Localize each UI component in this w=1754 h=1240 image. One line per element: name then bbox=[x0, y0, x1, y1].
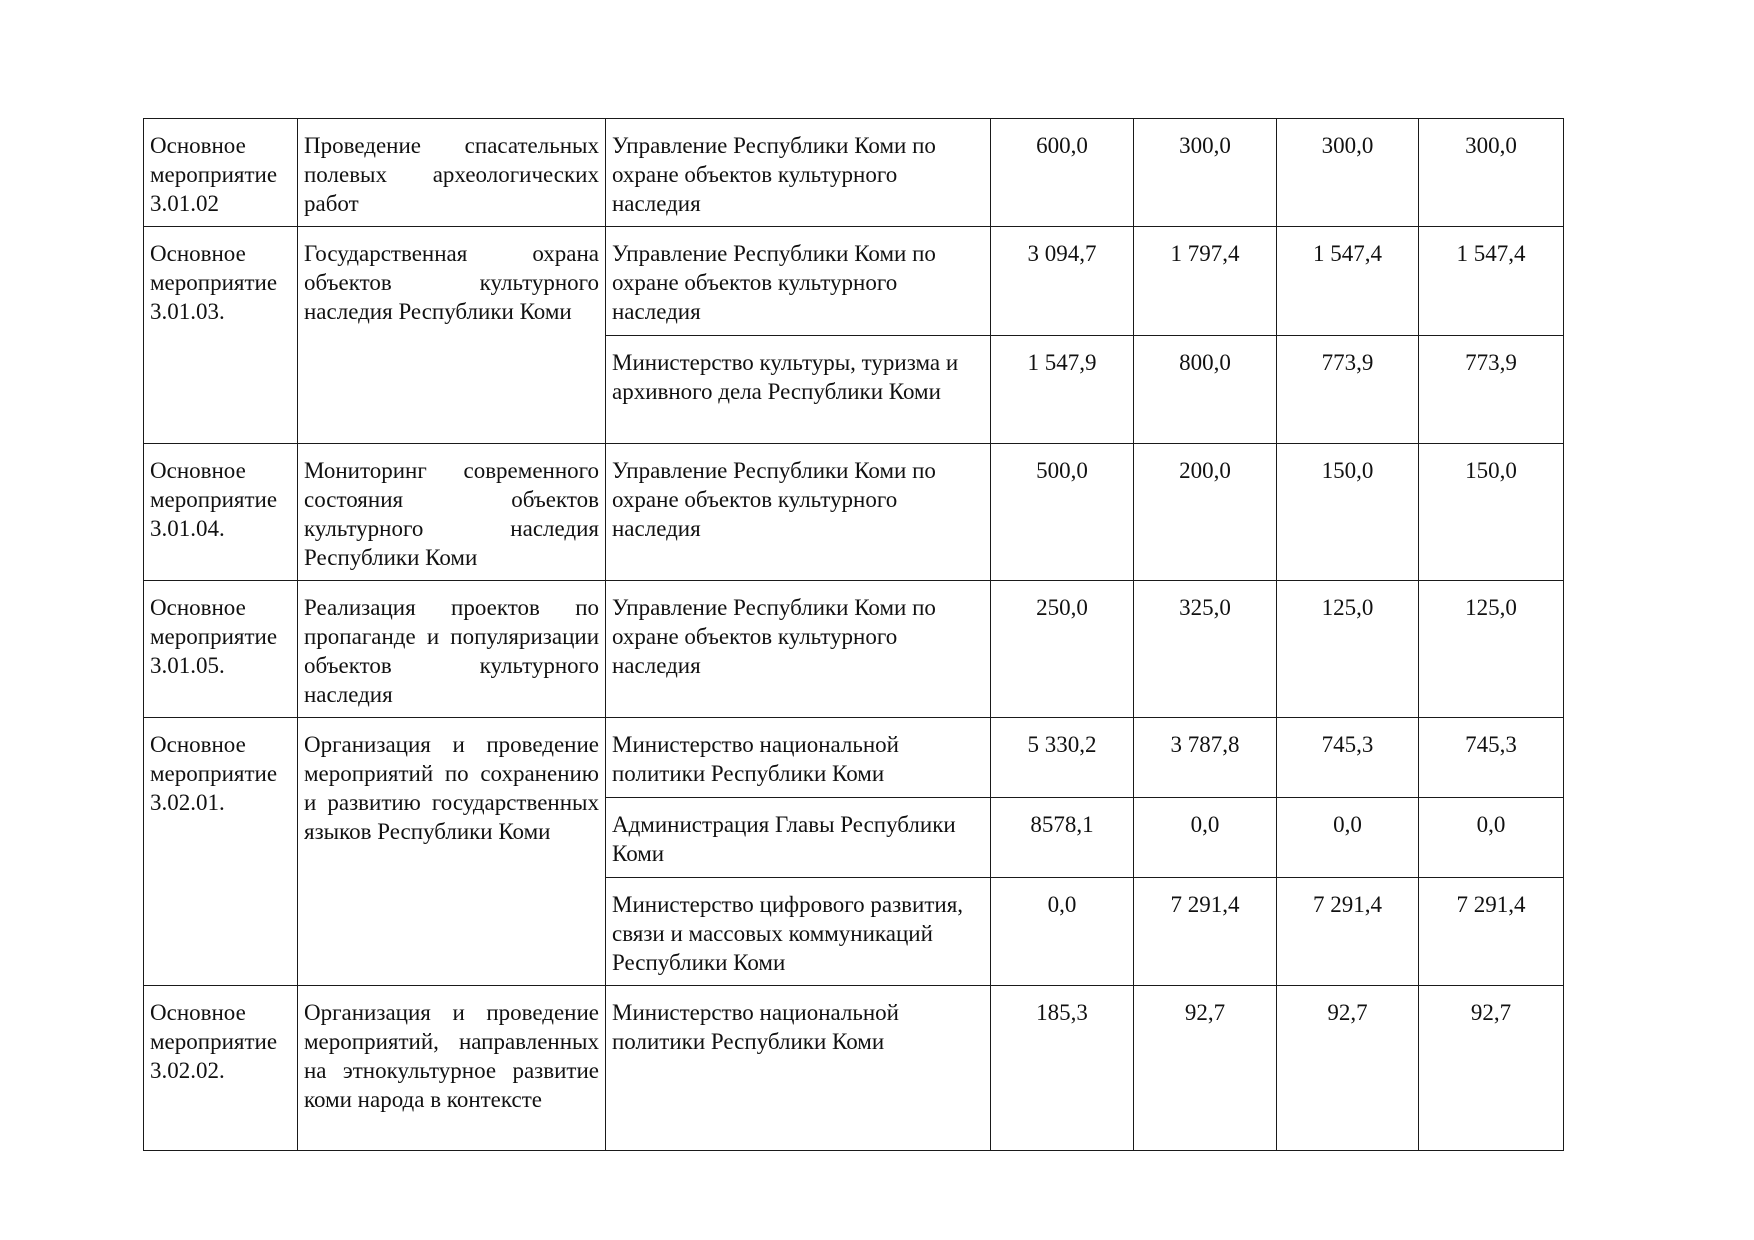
activity-name: Мониторинг современного состояния объектов культурного наследия Республики Коми bbox=[298, 444, 606, 581]
value-col-3: 92,7 bbox=[1277, 986, 1419, 1151]
activity-code: Основное мероприятие 3.01.03. bbox=[144, 227, 298, 444]
value-col-2: 300,0 bbox=[1134, 119, 1277, 227]
value-col-4: 150,0 bbox=[1419, 444, 1564, 581]
activity-name: Проведение спасательных полевых археологических работ bbox=[298, 119, 606, 227]
value-col-4: 300,0 bbox=[1419, 119, 1564, 227]
table-row bbox=[144, 986, 1564, 1151]
value-col-1: 500,0 bbox=[991, 444, 1134, 581]
value-col-3: 745,3 bbox=[1277, 718, 1419, 798]
table-row bbox=[144, 581, 1564, 718]
table-row bbox=[144, 227, 1564, 336]
value-col-4: 7 291,4 bbox=[1419, 878, 1564, 986]
value-col-3: 7 291,4 bbox=[1277, 878, 1419, 986]
value-col-1: 185,3 bbox=[991, 986, 1134, 1151]
executor: Министерство культуры, туризма и архивного дела Республики Коми bbox=[606, 336, 991, 444]
activity-name: Реализация проектов по пропаганде и популяризации объектов культурного наследия bbox=[298, 581, 606, 718]
activity-code: Основное мероприятие 3.01.02 bbox=[144, 119, 298, 227]
activity-code: Основное мероприятие 3.02.02. bbox=[144, 986, 298, 1151]
value-col-3: 0,0 bbox=[1277, 798, 1419, 878]
table-row bbox=[144, 119, 1564, 227]
activity-code: Основное мероприятие 3.02.01. bbox=[144, 718, 298, 986]
value-col-3: 773,9 bbox=[1277, 336, 1419, 444]
value-col-4: 1 547,4 bbox=[1419, 227, 1564, 336]
executor: Управление Республики Коми по охране объектов культурного наследия bbox=[606, 444, 991, 581]
value-col-3: 125,0 bbox=[1277, 581, 1419, 718]
value-col-4: 773,9 bbox=[1419, 336, 1564, 444]
executor: Управление Республики Коми по охране объектов культурного наследия bbox=[606, 119, 991, 227]
executor: Управление Республики Коми по охране объектов культурного наследия bbox=[606, 581, 991, 718]
value-col-2: 92,7 bbox=[1134, 986, 1277, 1151]
value-col-4: 92,7 bbox=[1419, 986, 1564, 1151]
value-col-1: 5 330,2 bbox=[991, 718, 1134, 798]
value-col-2: 7 291,4 bbox=[1134, 878, 1277, 986]
value-col-4: 125,0 bbox=[1419, 581, 1564, 718]
activity-name: Организация и проведение мероприятий, направленных на этнокультурное развитие коми народа в контексте bbox=[298, 986, 606, 1151]
value-col-4: 745,3 bbox=[1419, 718, 1564, 798]
value-col-1: 600,0 bbox=[991, 119, 1134, 227]
value-col-2: 1 797,4 bbox=[1134, 227, 1277, 336]
value-col-1: 0,0 bbox=[991, 878, 1134, 986]
activity-code: Основное мероприятие 3.01.04. bbox=[144, 444, 298, 581]
value-col-2: 325,0 bbox=[1134, 581, 1277, 718]
funding-table bbox=[143, 118, 1564, 1151]
executor: Администрация Главы Республики Коми bbox=[606, 798, 991, 878]
value-col-2: 800,0 bbox=[1134, 336, 1277, 444]
executor: Министерство национальной политики Республики Коми bbox=[606, 718, 991, 798]
executor: Министерство национальной политики Республики Коми bbox=[606, 986, 991, 1151]
value-col-1: 8578,1 bbox=[991, 798, 1134, 878]
activity-name: Государственная охрана объектов культурного наследия Республики Коми bbox=[298, 227, 606, 444]
value-col-3: 150,0 bbox=[1277, 444, 1419, 581]
executor: Министерство цифрового развития, связи и массовых коммуникаций Республики Коми bbox=[606, 878, 991, 986]
value-col-1: 250,0 bbox=[991, 581, 1134, 718]
activity-code: Основное мероприятие 3.01.05. bbox=[144, 581, 298, 718]
value-col-2: 200,0 bbox=[1134, 444, 1277, 581]
value-col-4: 0,0 bbox=[1419, 798, 1564, 878]
executor: Управление Республики Коми по охране объектов культурного наследия bbox=[606, 227, 991, 336]
value-col-3: 1 547,4 bbox=[1277, 227, 1419, 336]
value-col-2: 0,0 bbox=[1134, 798, 1277, 878]
table-row bbox=[144, 444, 1564, 581]
activity-name: Организация и проведение мероприятий по сохранению и развитию государственных языков Республики Коми bbox=[298, 718, 606, 986]
value-col-1: 1 547,9 bbox=[991, 336, 1134, 444]
table-row bbox=[144, 718, 1564, 798]
value-col-3: 300,0 bbox=[1277, 119, 1419, 227]
value-col-2: 3 787,8 bbox=[1134, 718, 1277, 798]
value-col-1: 3 094,7 bbox=[991, 227, 1134, 336]
